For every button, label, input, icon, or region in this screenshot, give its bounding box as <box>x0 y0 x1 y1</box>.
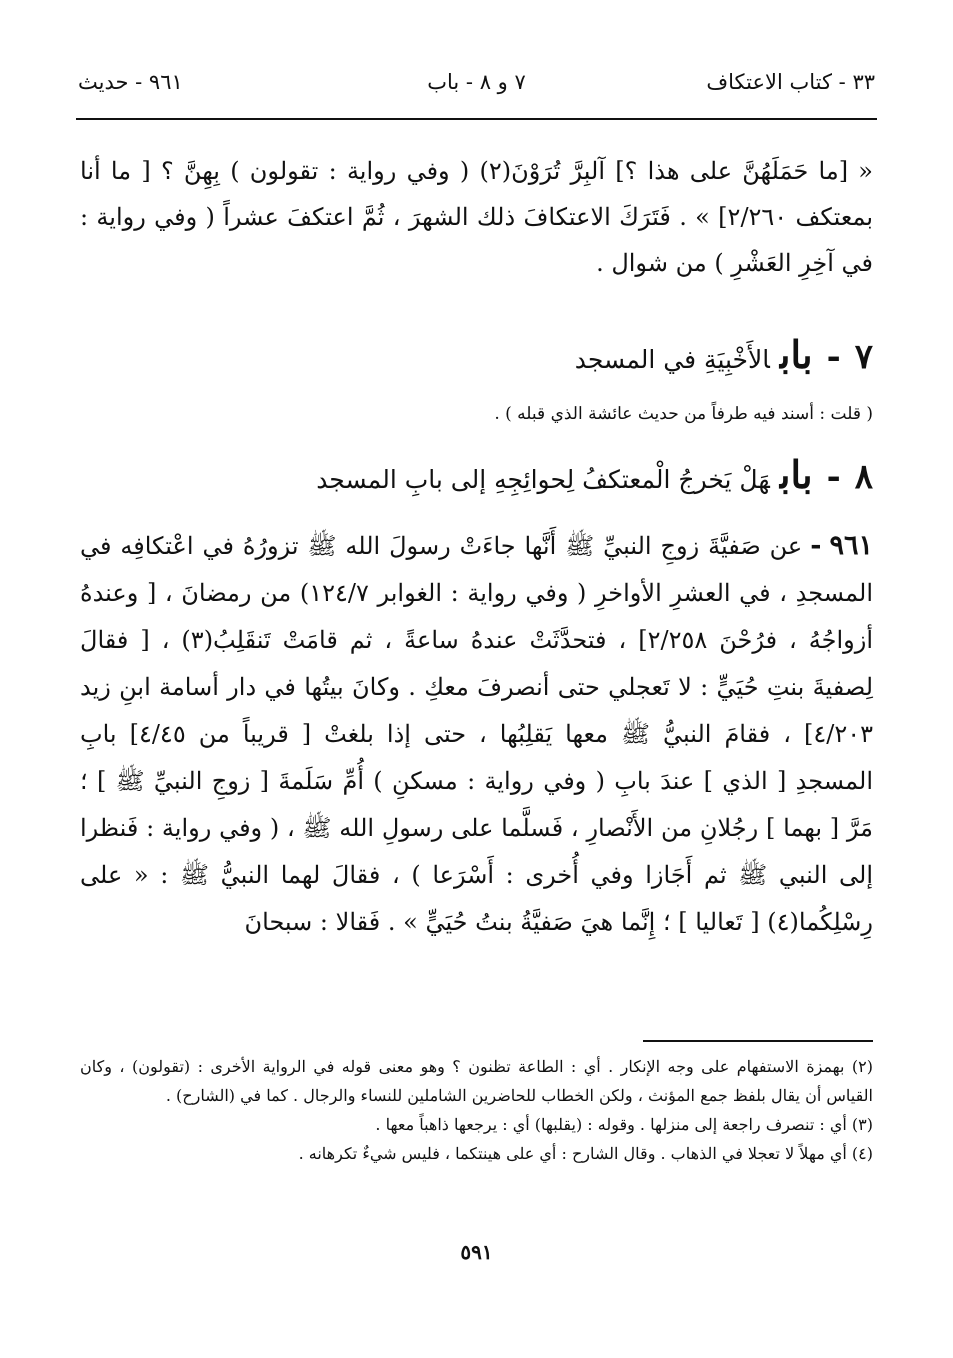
heading-number: ٨ <box>854 457 873 497</box>
hadith-dash: - <box>810 530 822 561</box>
hadith-paragraph <box>80 522 873 946</box>
footnote-2: (٢) بهمزة الاستفهام على وجه الإنكار . أي : الطاعة تظنون ؟ وهو معنى قوله في الرواية الأخرى : (تقولون) ، وكان القياس أن يقال بلفظ جمع المؤنث ، ولكن الخطاب للحاضرين الشاملين للنساء والرجال . كما في (الشارح) . <box>80 1057 874 1105</box>
editor-note: ( قلت : أسند فيه طرفاً من حديث عائشة الذي قبله ) . <box>494 404 873 424</box>
heading-title: الأَخْبِيَةِ في المسجد <box>574 345 770 374</box>
running-head-chapter: ٣٣ - كتاب الاعتكاف <box>706 70 875 94</box>
footnote-3: (٣) أي : تنصرف راجعة إلى منزلها . وقوله : (يقلبها) أي : يرجعها ذاهباً معها . <box>375 1115 873 1134</box>
hadith-text: عن صَفيَّةَ زوجِ النبيِّ ﷺ أَنَّها جاءَتْ رسولَ الله ﷺ تزورُهُ في اعْتكافِه في المسجدِ ، في العشرِ الأواخرِ ( وفي رواية : الغوابر ١٢٤/٧) من رمضانَ ، [ وعندهُ أزواجُهُ ، فرُحْنَ ٢/٢٥٨] ، فتحدَّثَتْ عندهُ ساعةً ، ثم قامَتْ تَنقَلِبُ(٣) ، [ فقالَ لِصفيةَ بنتِ حُيَيٍّ : لا تَعجلي حتى أنصرفَ معكِ . وكانَ بيتُها في دار أسامة ابنِ زيد ٤/٢٠٣] ، فقامَ النبيُّ ﷺ معها يَقلِبُها ، حتى إذا بلغتْ [ قريباً من ٤/٤٥] بابِ المسجدِ [ الذي ] عندَ بابِ ( وفي رواية : مسكنِ ) أُمِّ سَلَمةَ [ زوجِ النبيِّ ﷺ ] ؛ مَرَّ [ بهما ] رجُلانِ من الأَنْصارِ ، فَسلَّما على رسولِ الله ﷺ ، ( وفي رواية : فَنظرا إلى النبي ﷺ ثم أَجَازا وفي أُخرى : أَسْرَعا ) ، فقالَ لهما النبيُّ ﷺ : « على رِسْلِكُما(٤) [ تَعاليا ] ؛ إِنَّما هيَ صَفيَّةُ بنتُ حُيَيٍّ » . فَقالا : سبحانَ <box>80 532 874 936</box>
heading-bab: باب <box>779 332 813 377</box>
heading-dash: - <box>826 457 841 497</box>
header-rule <box>76 118 877 120</box>
footnote-rule <box>643 1040 873 1042</box>
running-head <box>78 70 875 106</box>
running-head-hadith: ٩٦١ - حديث <box>78 70 183 94</box>
running-head-section: ٧ و ٨ - باب <box>427 70 526 94</box>
paragraph-continuation: « [ما حَمَلَهُنَّ على هذا ؟] آلبِرَّ تُرَوْنَ(٢) ( وفي رواية : تقولون ) بِهِنَّ ؟ [ ما أنا بمعتكف ٢/٢٦٠] » . فَتَرَكَ الاعتكافَ ذلك الشهرَ ، ثُمَّ اعتكفَ عشراً ( وفي رواية : في آخِرِ العَشْرِ ) من شوال . <box>80 157 874 277</box>
page-number: ٥٩١ <box>460 1240 493 1264</box>
heading-number: ٧ <box>854 337 873 377</box>
heading-dash: - <box>826 337 841 377</box>
hadith-number: ٩٦١ <box>829 530 873 561</box>
footnote-4: (٤) أي مهلاً لا تعجلا في الذهاب . وقال الشارح : أي على هينتكما ، فليس شيءٌ تكرهانه . <box>298 1144 873 1163</box>
footnotes <box>80 1052 873 1168</box>
chapter-heading-7 <box>80 332 873 377</box>
chapter-heading-8 <box>80 452 873 497</box>
heading-bab: باب <box>779 452 813 497</box>
heading-title: هَلْ يَخرجُ الْمعتكفُ لِحوائِجِهِ إلى بابِ المسجد <box>316 465 770 494</box>
